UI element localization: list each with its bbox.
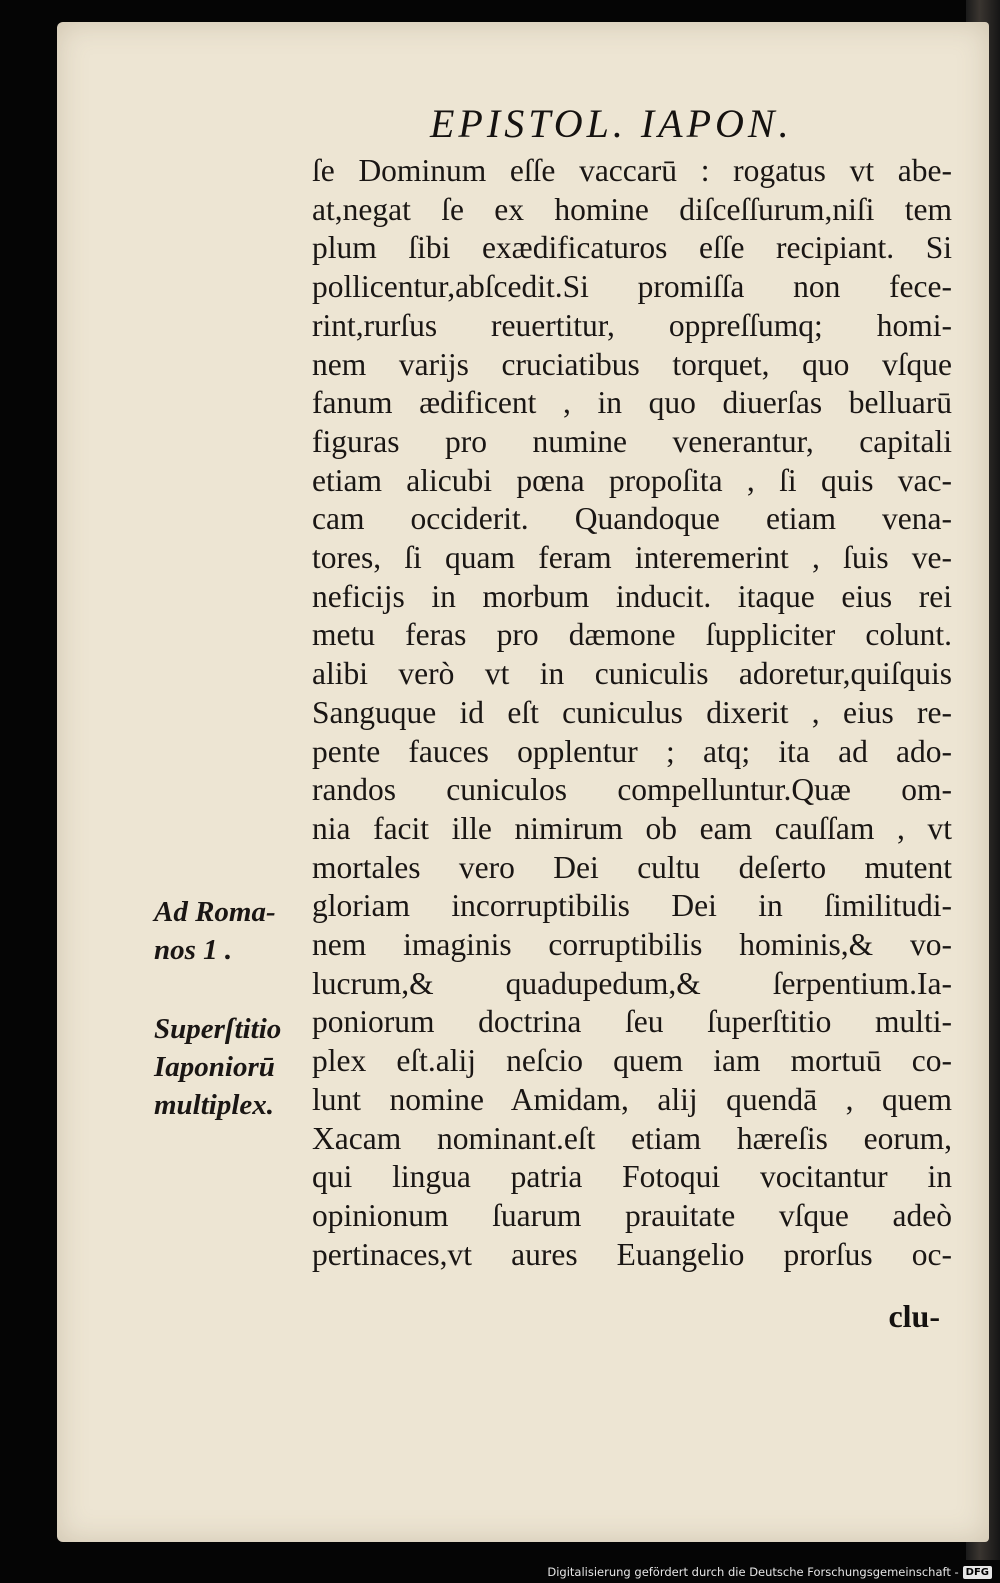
margin-note-line: multiplex. bbox=[154, 1089, 275, 1121]
margin-note-line: nos 1 . bbox=[154, 934, 233, 966]
catchword: clu- bbox=[888, 1298, 940, 1334]
digitization-footer bbox=[547, 1565, 992, 1579]
text-line: pente fauces opplentur ; atq; ita ad ado- bbox=[312, 733, 952, 769]
text-line: poniorum doctrina ſeu ſuperſtitio multi- bbox=[312, 1004, 952, 1040]
text-line: Xacam nominant.eſt etiam hæreſis eorum, bbox=[312, 1120, 952, 1156]
text-line: neficijs in morbum inducit. itaque eius rei bbox=[312, 578, 952, 614]
text-line: fanum ædificent , in quo diuerſas belluarū bbox=[312, 385, 952, 421]
text-line: figuras pro numine venerantur, capitali bbox=[312, 423, 952, 459]
text-line: cam occiderit. Quandoque etiam vena- bbox=[312, 501, 952, 537]
text-line: etiam alicubi pœna propoſita , ſi quis vac- bbox=[312, 462, 952, 498]
text-line: ſe Dominum eſſe vaccarū : rogatus vt abe- bbox=[312, 153, 952, 188]
text-line: tores, ſi quam feram interemerint , ſuis ve- bbox=[312, 540, 952, 576]
footer-credit: Digitalisierung gefördert durch die Deutsche Forschungsgemeinschaft - bbox=[547, 1565, 959, 1579]
text-line: nem imaginis corruptibilis hominis,& vo- bbox=[312, 927, 952, 963]
dfg-logo: DFG bbox=[963, 1566, 992, 1579]
text-line: nia facit ille nimirum ob eam cauſſam , vt bbox=[312, 810, 952, 846]
text-line: alibi verò vt in cuniculis adoretur,quiſquis bbox=[312, 656, 952, 692]
text-line: gloriam incorruptibilis Dei in ſimilitudi- bbox=[312, 888, 952, 924]
text-line: pertinaces,vt aures Euangelio prorſus oc- bbox=[312, 1236, 952, 1272]
margin-note-line: Iaponiorū bbox=[154, 1051, 275, 1083]
margin-note-line: Ad Roma- bbox=[154, 896, 276, 928]
text-line: rint,rurſus reuertitur, oppreſſumq; homi- bbox=[312, 307, 952, 343]
text-line: lucrum,& quadupedum,& ſerpentium.Ia- bbox=[312, 965, 952, 1001]
text-line: nem varijs cruciatibus torquet, quo vſque bbox=[312, 346, 952, 382]
text-line: at,negat ſe ex homine diſceſſurum,niſi tem bbox=[312, 191, 952, 227]
text-line: metu feras pro dæmone ſuppliciter colunt. bbox=[312, 617, 952, 653]
text-line: Sanguque id eſt cuniculus dixerit , eius re- bbox=[312, 694, 952, 730]
text-line: opinionum ſuarum prauitate vſque adeò bbox=[312, 1197, 952, 1233]
margin-note-superstitio bbox=[154, 1010, 304, 1124]
body-text bbox=[312, 152, 952, 1274]
text-line: plex eſt.alij neſcio quem iam mortuū co- bbox=[312, 1043, 952, 1079]
text-line: plum ſibi exædificaturos eſſe recipiant. Si bbox=[312, 230, 952, 266]
running-head: EPISTOL. IAPON. bbox=[430, 101, 793, 146]
margin-note-line: Superſtitio bbox=[154, 1013, 282, 1045]
margin-note-ad-romanos bbox=[154, 893, 304, 969]
text-line: pollicentur,abſcedit.Si promiſſa non fece- bbox=[312, 269, 952, 305]
text-line: mortales vero Dei cultu deſerto mutent bbox=[312, 849, 952, 885]
text-line: lunt nomine Amidam, alij quendā , quem bbox=[312, 1081, 952, 1117]
text-line: randos cuniculos compelluntur.Quæ om- bbox=[312, 772, 952, 808]
text-line: qui lingua patria Fotoqui vocitantur in bbox=[312, 1159, 952, 1195]
